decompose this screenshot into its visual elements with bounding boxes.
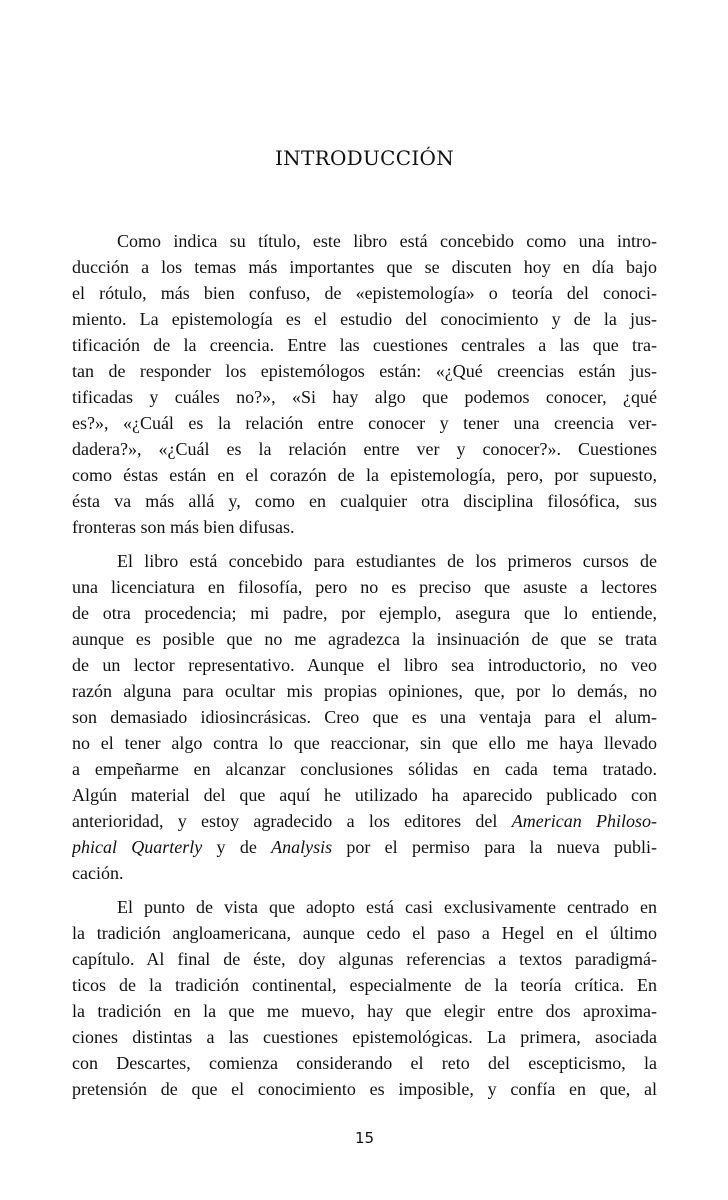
text-line: la tradición angloamericana, aunque cedo el paso a Hegel en el último <box>72 923 657 943</box>
text-line: Como indica su título, este libro está concebido como una intro- <box>117 231 657 251</box>
text-line: una licenciatura en filosofía, pero no es preciso que asuste a lectores <box>72 577 657 597</box>
text-run: anterioridad, y estoy agradecido a los editores del <box>72 811 512 831</box>
text-line: capítulo. Al final de éste, doy algunas referencias a textos paradigmá- <box>72 949 657 969</box>
text-line: el rótulo, más bien confuso, de «epistemología» o teoría del conoci- <box>72 283 657 303</box>
text-line: es?», «¿Cuál es la relación entre conocer y tener una creencia ver- <box>72 413 657 433</box>
paragraph-1 <box>72 228 657 540</box>
text-line: de un lector representativo. Aunque el libro sea introductorio, no veo <box>72 655 657 675</box>
text-line: son demasiado idiosincrásicas. Creo que es una ventaja para el alum- <box>72 707 657 727</box>
page-number: 15 <box>354 1129 375 1147</box>
chapter-title: INTRODUCCIÓN <box>274 146 455 170</box>
journal-title-italic: phical Quarterly <box>72 837 203 857</box>
text-line: tificación de la creencia. Entre las cuestiones centrales a las que tra- <box>72 335 657 355</box>
text-line: tificadas y cuáles no?», «Si hay algo que podemos conocer, ¿qué <box>72 387 657 407</box>
text-line: miento. La epistemología es el estudio del conocimiento y de la jus- <box>72 309 657 329</box>
text-line: como éstas están en el corazón de la epistemología, pero, por supuesto, <box>72 465 657 485</box>
text-line: la tradición en la que me muevo, hay que elegir entre dos aproxima- <box>72 1001 657 1021</box>
text-line: no el tener algo contra lo que reaccionar, sin que ello me haya llevado <box>72 733 657 753</box>
paragraph-2 <box>72 548 657 886</box>
text-line <box>72 808 657 834</box>
text-line: fronteras son más bien difusas. <box>72 517 295 537</box>
text-line: ciones distintas a las cuestiones epistemológicas. La primera, asociada <box>72 1027 657 1047</box>
text-line <box>72 834 657 860</box>
text-line: dadera?», «¿Cuál es la relación entre ver y conocer?». Cuestiones <box>72 439 657 459</box>
paragraph-3 <box>72 894 657 1102</box>
journal-title-italic: Analysis <box>271 837 333 857</box>
text-line: pretensión de que el conocimiento es imposible, y confía en que, al <box>72 1079 657 1099</box>
text-line: con Descartes, comienza considerando el reto del escepticismo, la <box>72 1053 657 1073</box>
text-run: y de <box>202 837 272 857</box>
book-page <box>72 0 657 1200</box>
text-line: ducción a los temas más importantes que se discuten hoy en día bajo <box>72 257 657 277</box>
text-line: cación. <box>72 863 124 883</box>
text-line: razón alguna para ocultar mis propias opiniones, que, por lo demás, no <box>72 681 657 701</box>
body-text <box>72 228 657 1102</box>
text-line: ésta va más allá y, como en cualquier otra disciplina filosófica, sus <box>72 491 657 511</box>
text-line: a empeñarme en alcanzar conclusiones sólidas en cada tema tratado. <box>72 759 657 779</box>
text-line: ticos de la tradición continental, especialmente de la teoría crítica. En <box>72 975 657 995</box>
journal-title-italic: American Philoso- <box>511 811 657 831</box>
text-line: Algún material del que aquí he utilizado ha aparecido publicado con <box>72 785 657 805</box>
text-line: de otra procedencia; mi padre, por ejemplo, asegura que lo entiende, <box>72 603 657 623</box>
text-line: El punto de vista que adopto está casi exclusivamente centrado en <box>117 897 657 917</box>
text-line: El libro está concebido para estudiantes de los primeros cursos de <box>117 551 657 571</box>
text-line: tan de responder los epistemólogos están: «¿Qué creencias están jus- <box>72 361 657 381</box>
text-line: aunque es posible que no me agradezca la insinuación de que se trata <box>72 629 657 649</box>
text-run: por el permiso para la nueva publi- <box>332 837 657 857</box>
